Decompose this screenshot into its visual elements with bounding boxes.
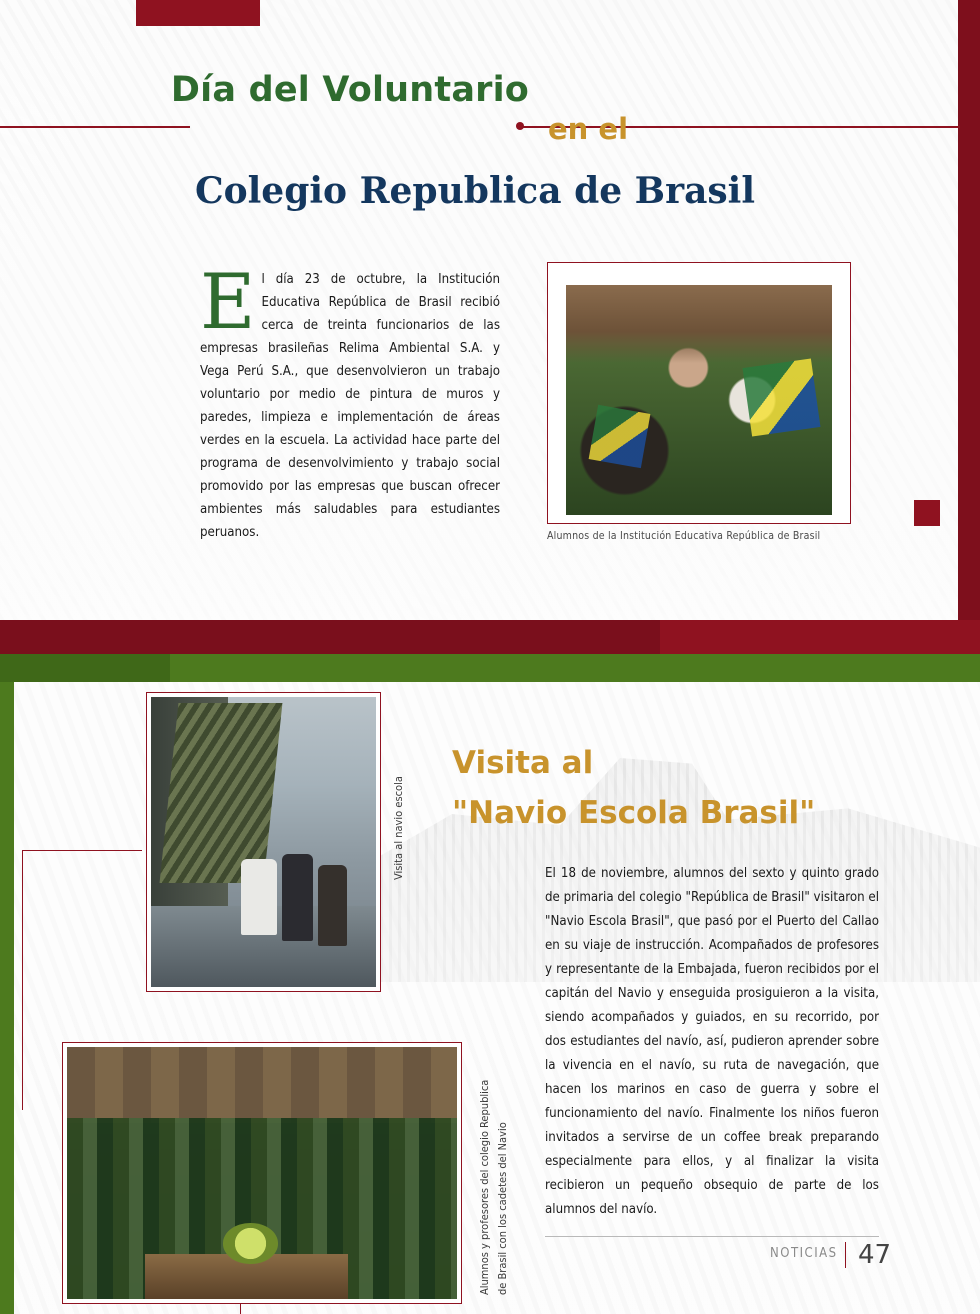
article-2-title-line1: Visita al (452, 745, 594, 781)
article-2-photo-3-caption-line2: de Brasil con los cadetes del Navio (496, 1122, 509, 1295)
top-red-accent-block (136, 0, 260, 26)
person-white-coat (241, 859, 277, 934)
footer-separator (845, 1242, 846, 1268)
article-2-photo-2-frame (146, 692, 381, 992)
article-1-title-group (0, 70, 980, 212)
article-2-photo-2-caption: Visita al navio escola (392, 776, 405, 880)
article-1-title-line3: Colegio Republica de Brasil (194, 170, 756, 212)
title-bullet-dot (516, 122, 524, 130)
article-1-body (200, 257, 500, 544)
article-2-body-text: El 18 de noviembre, alumnos del sexto y quinto grado de primaria del colegio "República de Brasil" visitaron el "Navio Escola Brasil", que pasó por el Puerto del Callao en su viaje de instrucción. Acompañados de profesores y representante de la Embajada, fueron recibidos por el capitán del Navio y enseguida prosiguieron a la visita, siendo acompañados y guiados, en su recorrido, por dos estudiantes del navío, así, pudieron aprender sobre la vivencia en el navío, su ruta de navegación, que hacen los marinos en caso de guerra y sobre el funcionamiento del navío. Finalmente los niños fueron invitados a servirse de un coffee break preparando especialmente para ellos, y al finalizar la visita recibieron un pequeño obsequio de parte de los alumnos del navío. (545, 866, 879, 1217)
room-wall-shape (67, 1047, 457, 1123)
drop-cap: E (200, 257, 256, 346)
person-dark-2 (318, 865, 347, 946)
article-2-photo-3 (67, 1047, 457, 1299)
left-vertical-green-bar (0, 682, 14, 1314)
title-rule-left (0, 126, 190, 128)
article-1-body-text: l día 23 de octubre, la Institución Educativa República de Brasil recibió cerca de treinta funcionarios de las empresas brasileñas Relima Ambiental S.A. y Vega Perú S.A., que desenvolvieron un trabajo voluntario por medio de pintura de muros y paredes, limpieza e implementación de áreas verdes en la escuela. La actividad hace parte del programa de desenvolvimiento y trabajo social promovido por las empresas que buscan ofrecer ambientes más saludables para estudiantes peruanos. (200, 272, 500, 540)
article-1-title-line2: en el (548, 112, 629, 146)
person-dark-1 (282, 854, 314, 941)
article-1-photo-frame (547, 262, 851, 524)
flower-arrangement-shape (223, 1223, 278, 1263)
right-red-notch (914, 500, 940, 526)
divider-band-red-dark (0, 620, 660, 654)
article-1-photo (566, 285, 832, 515)
article-1-section (0, 0, 980, 620)
article-1-photo-caption: Alumnos de la Institución Educativa República de Brasil (547, 530, 821, 542)
article-2-photo-3-caption-line1: Alumnos y profesores del colegio Republica (478, 1079, 491, 1295)
article-1-title-line1: Día del Voluntario (170, 70, 530, 110)
ship-gangway-shape (160, 703, 282, 883)
article-2-photo-2 (151, 697, 376, 987)
article-2-title-line2: "Navio Escola Brasil" (452, 795, 816, 831)
footer-rule (545, 1236, 879, 1237)
brazil-flag-decor-icon (588, 405, 650, 469)
footer-section-label: NOTICIAS (770, 1246, 838, 1261)
divider-band-green-dark (0, 654, 170, 682)
page-number: 47 (858, 1240, 892, 1270)
article-2-photo-3-frame (62, 1042, 462, 1304)
